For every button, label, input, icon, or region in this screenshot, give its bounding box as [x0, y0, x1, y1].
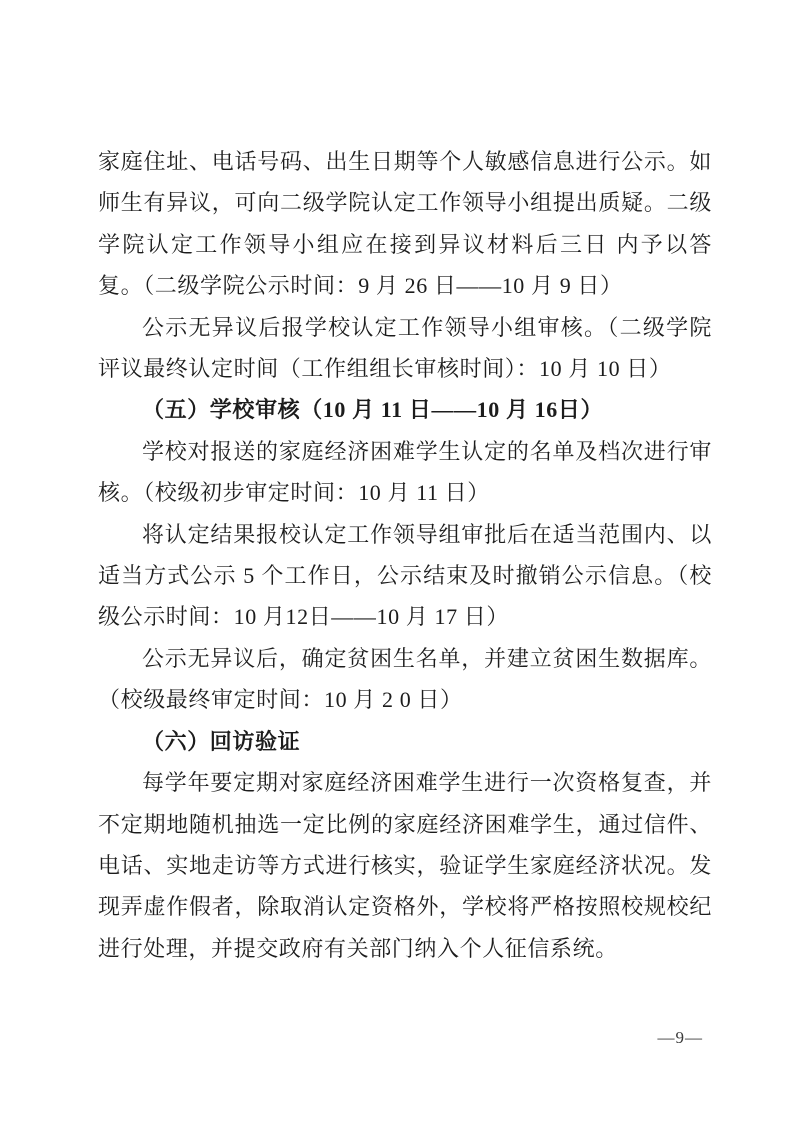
paragraph-continued: 家庭住址、电话号码、出生日期等个人敏感信息进行公示。如师生有异议，可向二级学院认定工作领导小组提出质疑。二级学院认定工作领导小组应在接到异议材料后三日 内予以答复。（二级学院公示时间：9 月 26 日——10 月 9 日）	[98, 149, 712, 299]
paragraph: 学校对报送的家庭经济困难学生认定的名单及档次进行审核。（校级初步审定时间：10 月 11 日）	[98, 438, 712, 506]
page-number: —9—	[657, 1028, 703, 1047]
paragraph: 公示无异议后，确定贫困生名单，并建立贫困生数据库。（校级最终审定时间：10 月 2 0 日）	[98, 645, 712, 713]
section-heading-6: （六）回访验证	[142, 728, 301, 754]
paragraph: 每学年要定期对家庭经济困难学生进行一次资格复查，并不定期地随机抽选一定比例的家庭经济困难学生，通过信件、电话、实地走访等方式进行核实，验证学生家庭经济状况。发现弄虚作假者，除取消认定资格外，学校将严格按照校规校纪进行处理，并提交政府有关部门纳入个人征信系统。	[98, 770, 712, 961]
document-body	[98, 141, 712, 969]
paragraph: 公示无异议后报学校认定工作领导小组审核。（二级学院评议最终认定时间（工作组组长审核时间）：10 月 10 日）	[98, 314, 712, 382]
paragraph: 将认定结果报校认定工作领导组审批后在适当范围内、以适当方式公示 5 个工作日，公示结束及时撤销公示信息。（校级公示时间：10 月12日——10 月 17 日）	[98, 521, 712, 630]
section-heading-5: （五）学校审核（10 月 11 日——10 月 16日）	[142, 397, 604, 423]
